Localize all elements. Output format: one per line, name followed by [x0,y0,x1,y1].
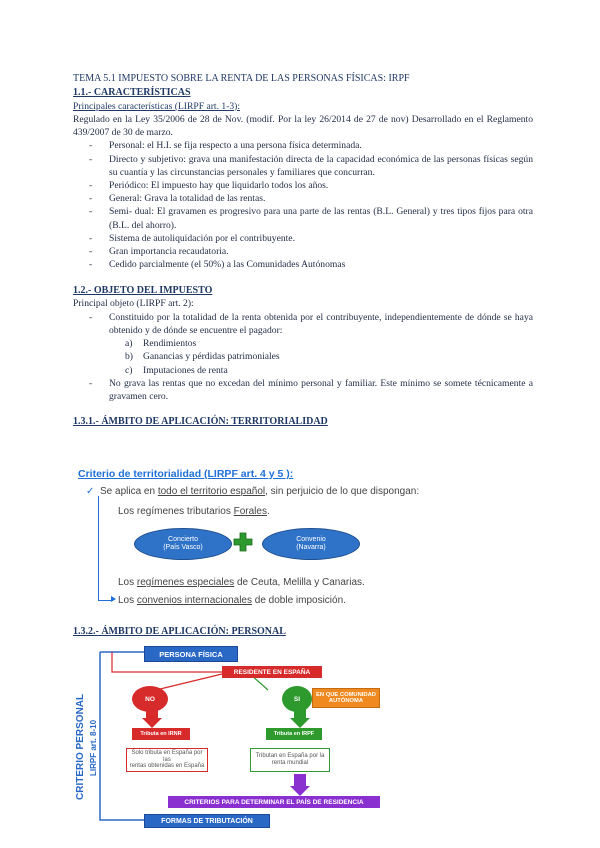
list-item: - Semi- dual: El gravamen es progresivo para una parte de las rentas (B.L. General) y tres tipos fijos para otra (B.L. del ahorro). [109,205,533,231]
solo-tributa-box: Solo tributa en España por las rentas obtenidas en España [126,748,208,772]
text: convenios internacionales [136,595,252,606]
especiales-line [118,577,365,588]
list-item: - General: Grava la totalidad de las rentas. [109,192,533,205]
list-marker: c) [125,364,133,376]
sub-item-text: Ganancias y pérdidas patrimoniales [143,351,280,363]
text: todo el territorio español [157,486,266,497]
criterio-personal-label [72,682,102,802]
convenios-line [118,595,346,606]
list-item [125,364,533,377]
objeto-sublist [73,337,533,377]
list-item: - Cedido parcialmente (el 50%) a las Comunidades Autónomas [109,258,533,271]
list-item [125,350,533,363]
list-marker: b) [125,351,133,363]
lirpf-label-text: LIRPF art. 8-10 [89,719,98,776]
text: Forales [233,506,267,517]
list-item: - Directo y subjetivo: grava una manifestación directa de la capacidad económica de las personas físicas según su cuantía y las circunstancias personales y familiares que concurran. [109,153,533,179]
list-item: - No grava las rentas que no excedan del mínimo personal y familiar. Este mínimo se somete técnicamente a gravamen cero. [109,377,533,403]
heading-objeto: 1.2.- OBJETO DEL IMPUESTO [73,284,213,296]
concierto-oval: Concierto (País Vasco) [134,528,232,560]
list-item: - Periódico: El impuesto hay que liquidarlo todos los años. [109,179,533,192]
renta-mundial-box: Tributan en España por la renta mundial [250,748,330,772]
criterio-territorialidad: Criterio de territorialidad (LIRPF art. 4 y 5 ): [78,468,294,480]
si-circle: SI [282,686,312,712]
persona-fisica-box: PERSONA FÍSICA [144,646,238,662]
forales-line [118,506,270,517]
irnr-box: Tributa en IRNR [132,728,190,740]
text: Los regímenes tributarios [118,506,234,517]
plus-icon [233,532,253,552]
intro-principal-objeto: Principal objeto (LIRPF art. 2): [73,298,194,310]
convenio-oval: Convenio (Navarra) [262,528,360,560]
text: de Ceuta, Melilla y Canarias. [234,577,365,588]
characteristics-list [73,139,533,271]
criterios-box: CRITERIOS PARA DETERMINAR EL PAÍS DE RESIDENCIA [168,796,380,808]
list-item: - Gran importancia recaudatoria. [109,245,533,258]
personal-diagram [72,644,412,834]
criterio-label-text: CRITERIO PERSONAL [75,693,86,800]
list-item: - Personal: el H.I. se fija respecto a una persona física determinada. [109,139,533,152]
heading-caracteristicas: 1.1.- CARACTERÍSTICAS [73,86,191,98]
no-circle: NO [132,686,168,712]
document-body [73,72,533,429]
heading-territorialidad: 1.3.1.- ÁMBITO DE APLICACIÓN: TERRITORIALIDAD [73,416,328,428]
objeto-list [73,311,533,337]
text: regímenes especiales [136,577,235,588]
formas-tributacion-box: FORMAS DE TRIBUTACIÓN [144,814,270,828]
objeto-list-2 [73,377,533,403]
subheading-principales: Principales características (LIRPF art. 1-3): [73,100,241,112]
sub-item-text: Rendimientos [143,338,197,350]
residente-box: RESIDENTE EN ESPAÑA [222,666,322,678]
territoriality-figure [78,468,528,608]
sub-item-text: Imputaciones de renta [143,364,228,376]
text: Los [118,577,137,588]
list-item [125,337,533,350]
text: Se aplica en [100,486,158,497]
territorio-line [100,486,419,497]
arrow-right-icon [111,596,116,602]
text: . [266,506,270,517]
list-item: - Sistema de autoliquidación por el contribuyente. [109,232,533,245]
check-icon: ✓ [86,486,95,497]
ccaa-box: EN QUE COMUNIDAD AUTÓNOMA [312,688,380,708]
text: , sin perjuicio de lo que dispongan: [265,486,420,497]
intro-regulado: Regulado en la Ley 35/2006 de 28 de Nov. (modif. Por la ley 26/2014 de 27 de nov) Desarrollado en el Reglamento 439/2007 de 30 de marzo. [73,113,533,139]
list-item [109,311,533,337]
document-title: TEMA 5.1 IMPUESTO SOBRE LA RENTA DE LAS PERSONAS FÍSICAS: IRPF [73,73,410,84]
text: Los [118,595,137,606]
text: de doble imposición. [251,595,346,606]
objeto-item-text: Constituido por la totalidad de la renta obtenida por el contribuyente, independientemente de dónde se haya obtenido y de dónde se encuentre el pagador: [109,311,533,336]
irpf-box: Tributa en IRPF [266,728,322,740]
list-marker: a) [125,338,133,350]
bracket-connector [98,496,113,601]
heading-personal: 1.3.2.- ÁMBITO DE APLICACIÓN: PERSONAL [73,626,286,637]
